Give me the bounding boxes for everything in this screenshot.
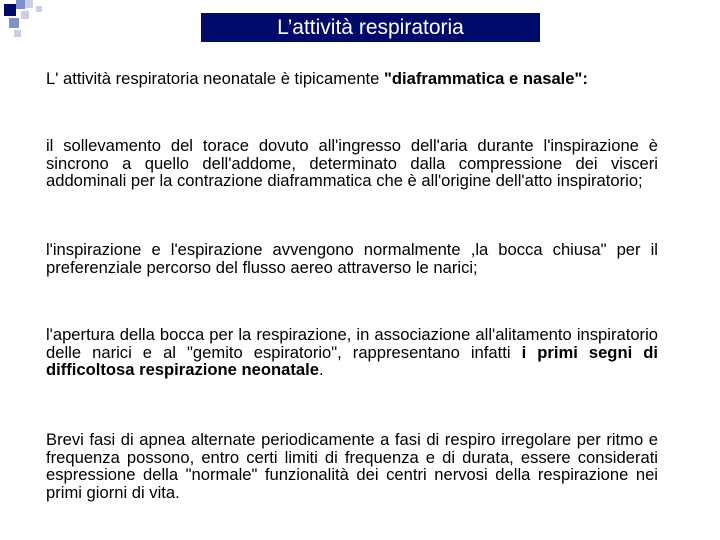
corner-square-light-3 xyxy=(14,30,21,37)
paragraph-4: l'apertura della bocca per la respirazione, in associazione all'alitamento inspiratorio delle narici e al "gemito espiratorio", rappresentano infatti i primi segni di difficoltosa respirazione neonatale. xyxy=(46,325,658,380)
paragraph-1: L' attività respiratoria neonatale è tipicamente "diaframmatica e nasale": xyxy=(46,69,588,88)
paragraph-3: l'inspirazione e l'espirazione avvengono normalmente ,la bocca chiusa" per il preferenziale percorso del flusso aereo attraverso le narici; xyxy=(46,240,658,277)
corner-square-mid-2 xyxy=(9,18,19,28)
corner-square-mid xyxy=(16,0,25,9)
corner-square-light-4 xyxy=(36,6,42,12)
paragraph-2: il sollevamento del torace dovuto all'ingresso dell'aria durante l'inspirazione è sincrono a quello dell'addome, determinato dalla compressione dei visceri addominali per la contrazione diaframmatica che è all'origine dell'atto inspiratorio; xyxy=(46,136,658,191)
corner-square-light-2 xyxy=(21,11,29,19)
paragraph-5: Brevi fasi di apnea alternate periodicamente a fasi di respiro irregolare per ritmo e frequenza possono, entro certi limiti di frequenza e di durata, essere considerati espressione della "normale" funzionalità dei centri nervosi della respirazione nei primi giorni di vita. xyxy=(46,430,658,502)
slide-title: L’attività respiratoria xyxy=(201,13,540,42)
corner-square-light xyxy=(25,0,33,8)
corner-square-dark xyxy=(4,4,16,16)
